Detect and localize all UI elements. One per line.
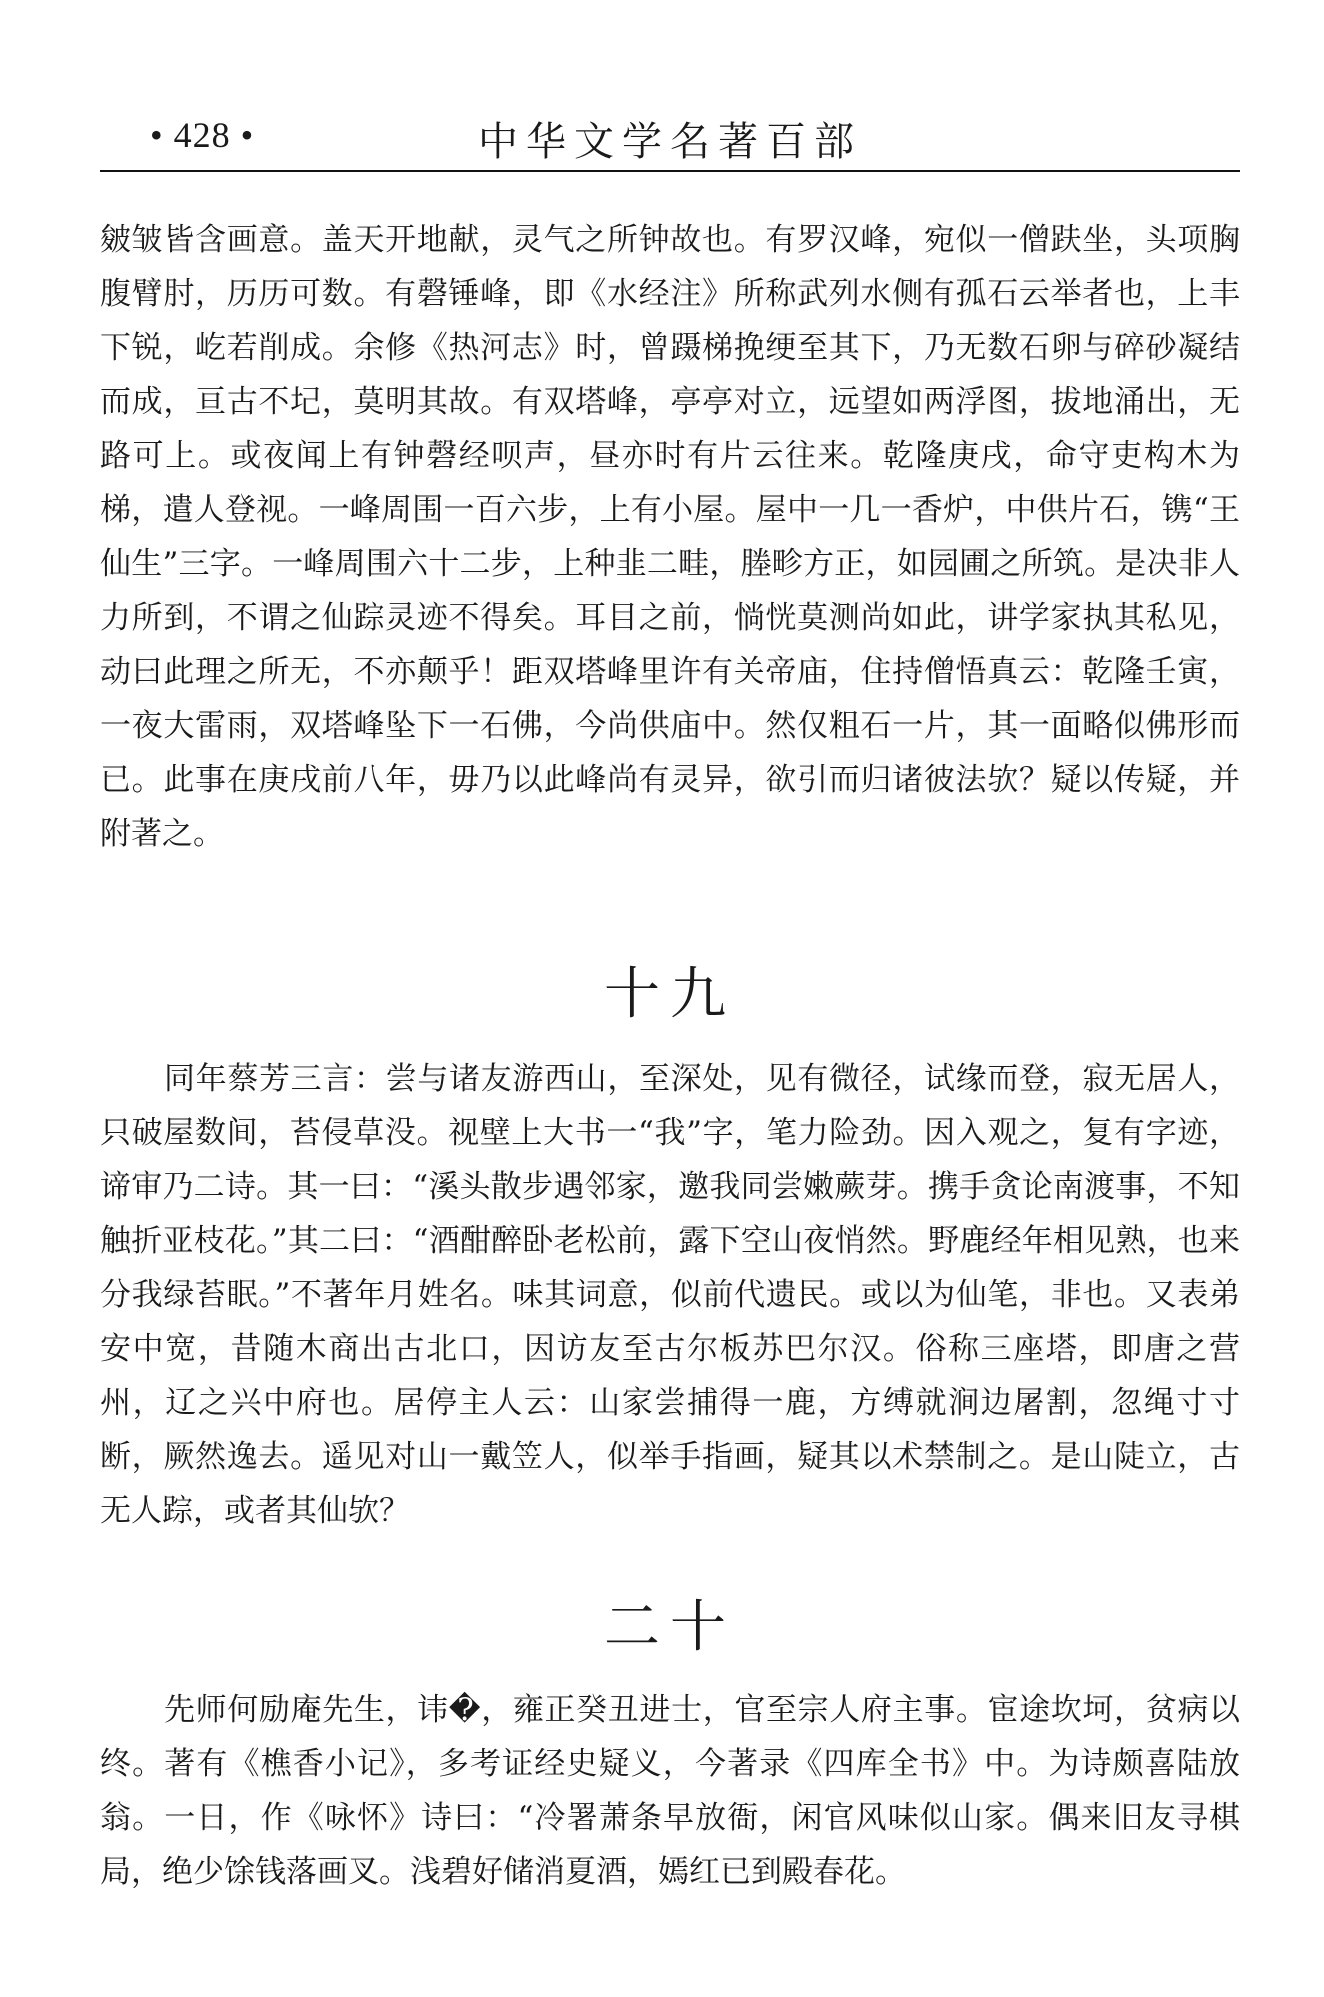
- header-divider: [100, 170, 1240, 172]
- section-heading-19: 十九: [604, 962, 736, 1027]
- paragraph-section-19: 同年蔡芳三言：尝与诸友游西山，至深处，见有微径，试缘而登，寂无居人，只破屋数间，苔侵草没。视壁上大书一“我”字，笔力险劲。因入观之，复有字迹，谛审乃二诗。其一曰：“溪头散步遇邻家，邀我同尝嫩蕨芽。携手贪论南渡事，不知触折亚枝花。”其二曰：“酒酣醉卧老松前，露下空山夜悄然。野鹿经年相见熟，也来分我绿苔眠。”不著年月姓名。味其词意，似前代遗民。或以为仙笔，非也。又表弟安中宽，昔随木商出古北口，因访友至古尔板苏巴尔汉。俗称三座塔，即唐之营州，辽之兴中府也。居停主人云：山家尝捕得一鹿，方缚就涧边屠割，忽绳寸寸断，厥然逸去。遥见对山一戴笠人，似举手指画，疑其以术禁制之。是山陡立，古无人踪，或者其仙欤？: [100, 1061, 1240, 1529]
- paragraph-continued: 皴皱皆含画意。盖天开地献，灵气之所钟故也。有罗汉峰，宛似一僧趺坐，头项胸腹臂肘，历历可数。有磬锤峰，即《水经注》所称武列水侧有孤石云举者也，上丰下锐，屹若削成。余修《热河志》时，曾蹑梯挽绠至其下，乃无数石卵与碎砂凝结而成，亘古不圮，莫明其故。有双塔峰，亭亭对立，远望如两浮图，拔地涌出，无路可上。或夜闻上有钟磬经呗声，昼亦时有片云往来。乾隆庚戌，命守吏构木为梯，遣人登视。一峰周围一百六步，上有小屋。屋中一几一香炉，中供片石，镌“王仙生”三字。一峰周围六十二步，上种韭二畦，塍畛方正，如园圃之所筑。是决非人力所到，不谓之仙踪灵迹不得矣。耳目之前，惝恍莫测尚如此，讲学家执其私见，动曰此理之所无，不亦颠乎！距双塔峰里许有关帝庙，住持僧悟真云：乾隆壬寅，一夜大雷雨，双塔峰坠下一石佛，今尚供庙中。然仅粗石一片，其一面略似佛形而已。此事在庚戌前八年，毋乃以此峰尚有灵异，欲引而归诸彼法欤？疑以传疑，并附著之。: [100, 222, 1240, 852]
- page-header: [100, 108, 1240, 168]
- book-title: 中华文学名著百部: [478, 119, 862, 165]
- section-heading-20: 二十: [604, 1595, 736, 1660]
- paragraph-section-20: 先师何励庵先生，讳�，雍正癸丑进士，官至宗人府主事。宦途坎坷，贫病以终。著有《樵香小记》，多考证经史疑义，今著录《四库全书》中。为诗颇喜陆放翁。一日，作《咏怀》诗曰：“冷署萧条早放衙，闲官风味似山家。偶来旧友寻棋局，绝少馀钱落画叉。浅碧好储消夏酒，嫣红已到殿春花。: [100, 1692, 1240, 1890]
- page-number: • 428 •: [150, 115, 255, 155]
